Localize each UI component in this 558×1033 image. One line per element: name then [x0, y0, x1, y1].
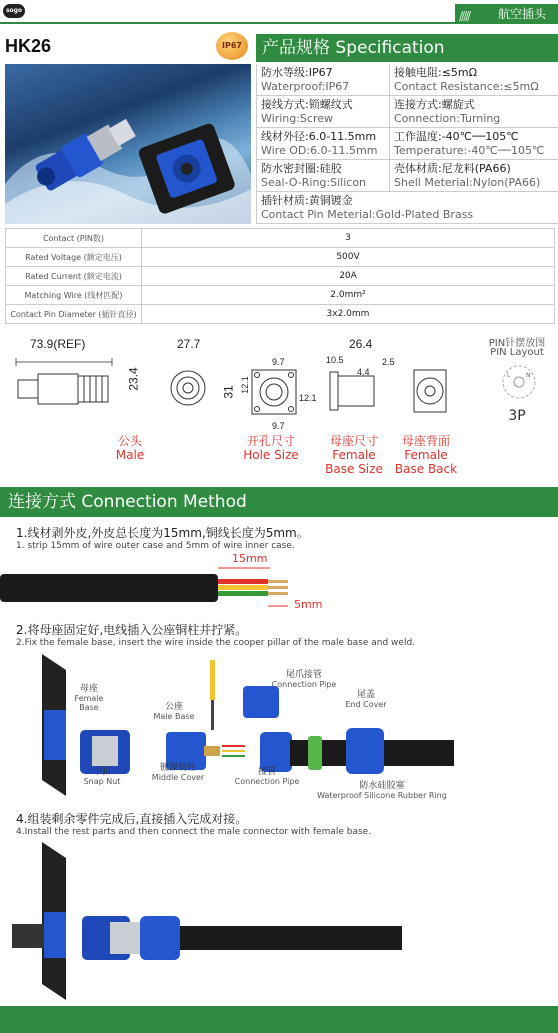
spec-text-en: Temperature:-40℃──105℃: [394, 144, 545, 157]
length-5mm-label: 5mm: [294, 598, 323, 611]
part-label-en: End Cover: [345, 700, 387, 709]
dim-hole-b: 12.1: [239, 376, 250, 394]
footer-bar: [0, 1006, 558, 1033]
dim-male-width: 27.7: [177, 337, 201, 351]
spec-text-en: Wiring:Screw: [261, 112, 334, 125]
spec-cell: [257, 192, 558, 224]
part-rubber-ring: [312, 782, 452, 800]
spec-cell: [390, 128, 558, 160]
dim-base-b: 4.4: [357, 367, 370, 377]
caption-male: [100, 434, 160, 462]
step2-cn: 2.将母座固定好,电线插入公座铜柱并拧紧。: [16, 623, 248, 637]
dim-male-height: 23.4: [126, 367, 141, 391]
spec-cell: [390, 64, 558, 96]
caption-en: Male: [115, 448, 145, 462]
wire-strip-drawing: [0, 552, 420, 618]
spec-cell: [257, 160, 389, 192]
spec-text-en: Contact Resistance:≤5mΩ: [394, 80, 539, 93]
part-label-cn: 公座: [164, 702, 183, 712]
part-end-cover: [338, 691, 394, 709]
spec-text-cn: 线材外径:6.0-11.5mm: [261, 130, 377, 143]
hole-drawing: [248, 366, 300, 420]
table-row: [6, 267, 555, 286]
pin-layout-title-en: PIN Layout: [490, 347, 544, 358]
length-15mm-label: 15mm: [232, 552, 268, 565]
param-key: Rated Voltage (额定电压): [6, 248, 142, 267]
part-snap-nut: [80, 768, 124, 786]
caption-en: Female Base Back: [394, 448, 458, 476]
pin-n-label: N: [526, 372, 531, 379]
part-label-en: Middle Cover: [151, 773, 205, 782]
spec-text-en: Shell Meterial:Nylon(PA66): [394, 176, 541, 189]
spec-text-cn: 接线方式:锁螺纹式: [261, 98, 353, 111]
spec-text-cn: 连接方式:螺旋式: [394, 98, 475, 111]
spec-text-en: Connection:Turning: [394, 112, 501, 125]
part-label-cn: 尾爪接管: [285, 670, 322, 680]
part-label-cn: 尾盖: [356, 690, 375, 700]
caption-cn: 母座尺寸: [329, 434, 378, 448]
part-label-cn: 镀镍铜柱: [159, 763, 196, 773]
final-assembly-drawing: [0, 838, 558, 1004]
spec-header: 产品规格 Specification: [256, 34, 558, 62]
spec-cell: [257, 96, 389, 128]
spec-text-en: Wire OD:6.0-11.5mm: [261, 144, 378, 157]
spec-grid: [256, 64, 558, 224]
param-key: Rated Current (额定电流): [6, 267, 142, 286]
param-value: 3x2.0mm: [142, 305, 555, 324]
base-drawing: [328, 368, 448, 414]
dim-base-width: 26.4: [349, 337, 373, 351]
spec-cell: [390, 96, 558, 128]
dim-male-length: 73.9(REF): [30, 337, 86, 351]
dim-hole-height: 31: [221, 385, 236, 399]
male-drawing: [12, 356, 222, 420]
model-title: HK26: [5, 36, 52, 56]
dim-base-a: 10.5: [326, 355, 344, 365]
spec-text-cn: 插针材质:黄铜镀金: [261, 194, 353, 207]
brand-logo: sogo: [3, 4, 25, 18]
part-label-en: Connection Pipe: [271, 680, 337, 689]
part-label-cn: 防水硅胶塞: [359, 781, 405, 791]
spec-cell: [257, 64, 389, 96]
part-middle-cover: [150, 764, 206, 782]
part-claw-pipe: [268, 671, 340, 689]
caption-cn: 开孔尺寸: [246, 434, 295, 448]
step4-cn: 4.组装剩余零件完成后,直接插入完成对接。: [16, 812, 248, 826]
spec-cell: [390, 160, 558, 192]
part-label-en: Connection Pipe: [234, 777, 300, 786]
spec-text-cn: 工作温度:-40℃──105℃: [394, 130, 519, 143]
category-tab-label: 航空插头: [497, 7, 546, 21]
spec-text-cn: 壳体材质:尼龙料(PA66): [394, 162, 511, 175]
param-value: 20A: [142, 267, 555, 286]
dim-base-c: 2.5: [382, 357, 395, 367]
step2-en: 2.Fix the female base, insert the wire inside the cooper pillar of the male base and weld.: [16, 638, 416, 648]
part-label-en: Male Base: [153, 712, 195, 721]
step1-cn: 1.线材剥外皮,外皮总长度为15mm,铜线长度为5mm。: [16, 526, 309, 540]
param-key: Contact Pin Diameter (插针直径): [6, 305, 142, 324]
spec-text-cn: 接触电阻:≤5mΩ: [394, 66, 478, 79]
param-value: 3: [142, 229, 555, 248]
caption-hole: [236, 434, 306, 462]
param-key: Matching Wire (线材匹配): [6, 286, 142, 305]
spec-text-en: Waterproof:IP67: [261, 80, 350, 93]
part-label-cn: 卡扣: [92, 767, 111, 777]
caption-female-back: [390, 434, 462, 476]
pin-layout-drawing: [501, 364, 537, 400]
part-label-cn: 接管: [257, 767, 276, 777]
step4-en: 4.Install the rest parts and then connect the male connector with female base.: [16, 827, 372, 837]
spec-text-en: Contact Pin Meterial:Gold-Plated Brass: [261, 208, 474, 221]
caption-female-base: [318, 434, 390, 476]
dim-hole-d: 9.7: [272, 421, 285, 431]
table-row: [6, 286, 555, 305]
caption-en: Female Base Size: [325, 448, 383, 476]
pin-l-label: L: [507, 372, 511, 379]
params-table: [5, 228, 555, 324]
step1-en: 1. strip 15mm of wire outer case and 5mm of wire inner case.: [16, 541, 295, 551]
param-key: Contact (PIN数): [6, 229, 142, 248]
part-label-en: Female Base: [74, 694, 104, 712]
param-value: 500V: [142, 248, 555, 267]
caption-en: Hole Size: [243, 448, 299, 462]
product-photo: [5, 64, 251, 224]
caption-cn: 公头: [117, 434, 142, 448]
table-row: [6, 229, 555, 248]
pin-count: 3P: [508, 408, 526, 424]
param-value: 2.0mm²: [142, 286, 555, 305]
part-label-cn: 母座: [79, 684, 98, 694]
part-label-en: Snap Nut: [83, 777, 121, 786]
part-male-base: [150, 703, 198, 721]
category-tab[interactable]: ///// 航空插头: [455, 4, 558, 24]
pin-layout-title-cn: PIN针摆放图: [488, 338, 546, 349]
spec-text-cn: 防水密封圈:硅胶: [261, 162, 342, 175]
part-female-base: [64, 685, 114, 712]
spec-cell: [257, 128, 389, 160]
table-row: [6, 248, 555, 267]
part-connection-pipe: [232, 768, 302, 786]
dim-hole-a: 9.7: [272, 357, 285, 367]
spec-text-en: Seal-O-Ring:Silicon: [261, 176, 367, 189]
table-row: [6, 305, 555, 324]
part-label-en: Waterproof Silicone Rubber Ring: [317, 791, 447, 800]
caption-cn: 母座背面: [401, 434, 450, 448]
ip-rating-badge: IP67: [216, 32, 248, 60]
dim-hole-c: 12.1: [299, 393, 317, 403]
connection-header: 连接方式 Connection Method: [0, 487, 558, 517]
spec-text-cn: 防水等级:IP67: [261, 66, 333, 79]
